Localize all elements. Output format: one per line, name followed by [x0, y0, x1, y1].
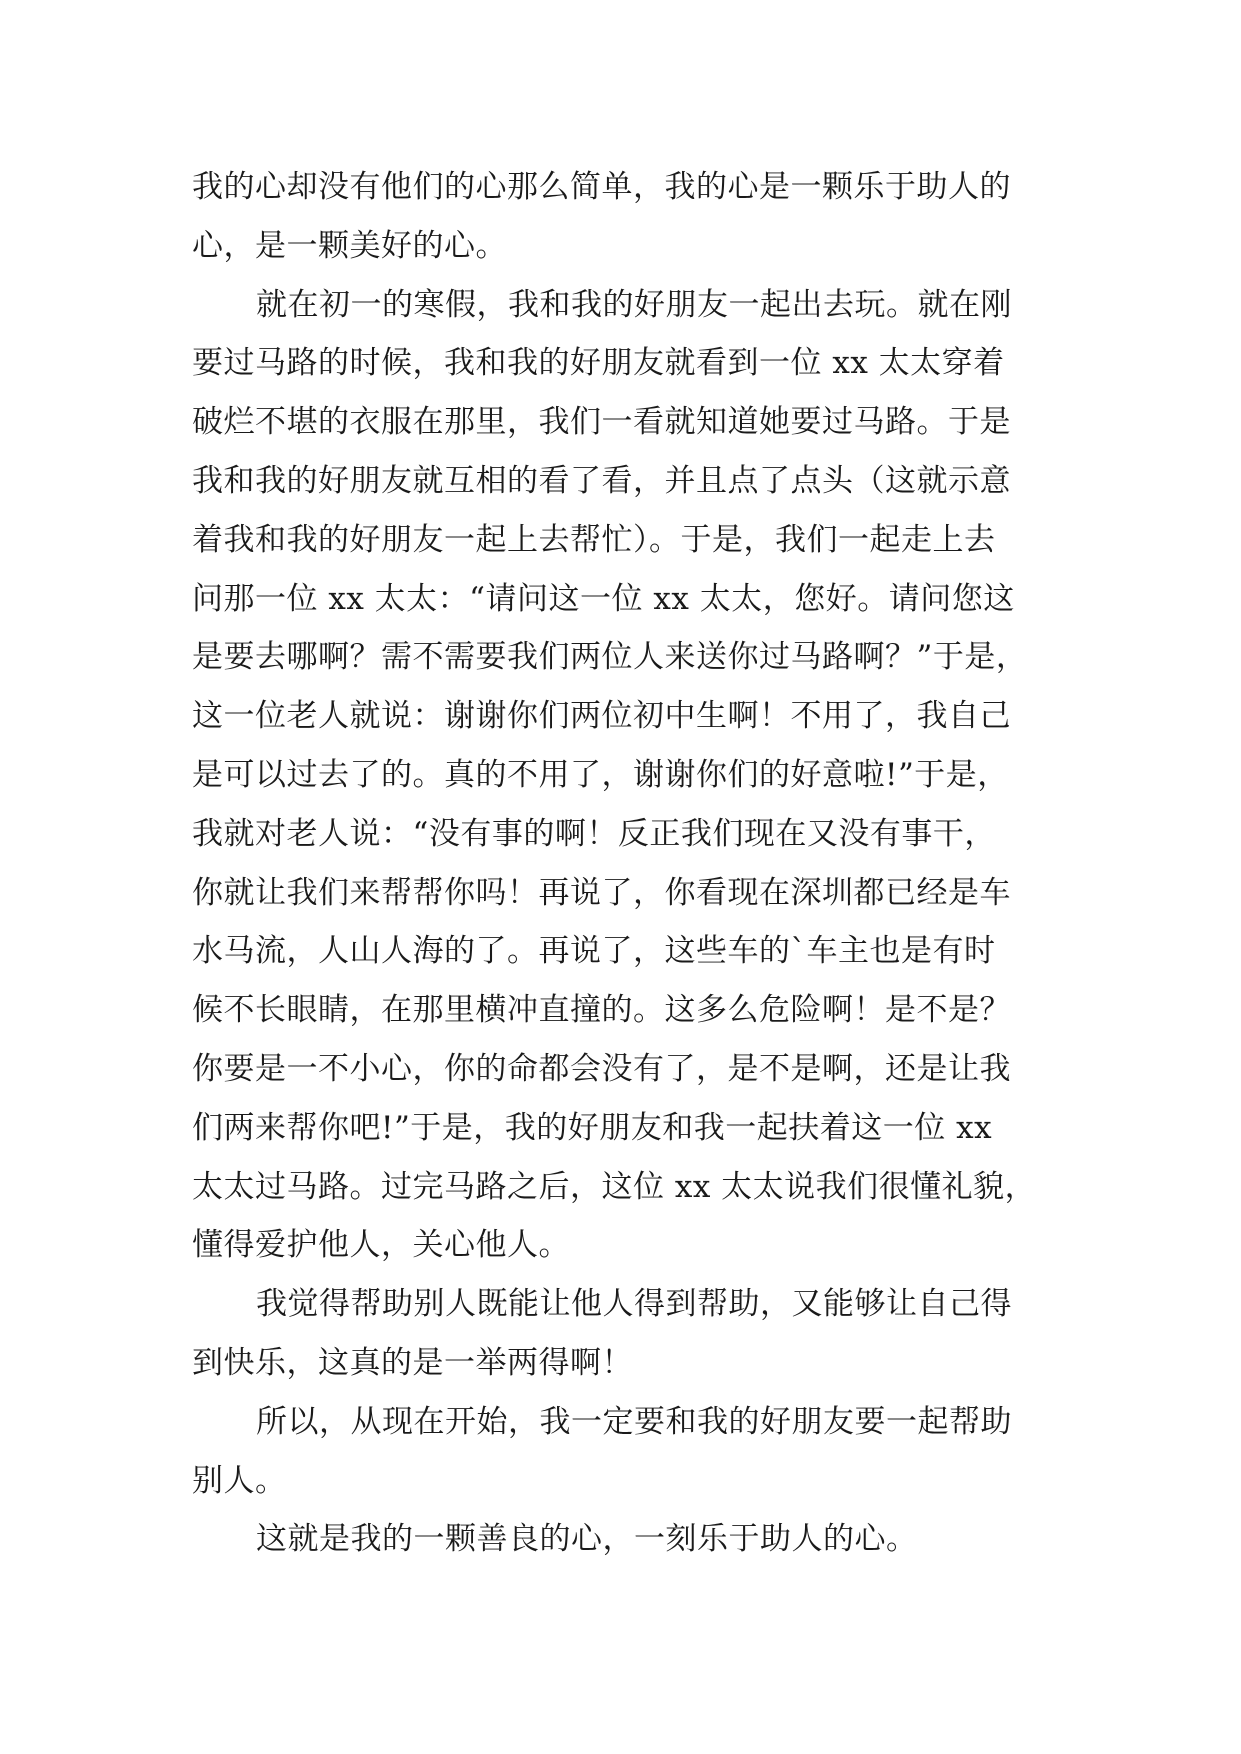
text-line: 这就是我的一颗善良的心，一刻乐于助人的心。: [256, 1521, 918, 1558]
text-line: 我和我的好朋友就互相的看了看，并且点了点头（这就示意: [192, 462, 1011, 499]
text-line: 问那一位 xx 太太：“请问这一位 xx 太太，您好。请问您这: [192, 580, 1015, 617]
text-line: 水马流，人山人海的了。再说了，这些车的`车主也是有时: [192, 933, 996, 970]
text-line: 我的心却没有他们的心那么简单，我的心是一颗乐于助人的: [192, 169, 1011, 205]
text-line: 这一位老人就说：谢谢你们两位初中生啊！不用了，我自己: [192, 698, 1011, 735]
text-line: 你就让我们来帮帮你吗！再说了，你看现在深圳都已经是车: [192, 874, 1011, 911]
text-line: 太太过马路。过完马路之后，这位 xx 太太说我们很懂礼貌，: [192, 1168, 1037, 1205]
text-line: 着我和我的好朋友一起上去帮忙）。于是，我们一起走上去: [192, 521, 996, 558]
text-line: 是要去哪啊？需不需要我们两位人来送你过马路啊？”于是，: [192, 639, 1028, 676]
text-line: 你要是一不小心，你的命都会没有了，是不是啊，还是让我: [192, 1050, 1011, 1087]
text-line: 们两来帮你吧!”于是，我的好朋友和我一起扶着这一位 xx: [192, 1109, 993, 1146]
text-line: 就在初一的寒假，我和我的好朋友一起出去玩。就在刚: [256, 286, 1012, 323]
text-line: 是可以过去了的。真的不用了，谢谢你们的好意啦!”于是，: [192, 756, 1009, 793]
text-line: 我觉得帮助别人既能让他人得到帮助，又能够让自己得: [256, 1286, 1012, 1323]
text-line: 候不长眼睛，在那里横冲直撞的。这多么危险啊！是不是？: [192, 992, 1011, 1029]
text-line: 到快乐，这真的是一举两得啊！: [192, 1344, 633, 1381]
text-line: 我就对老人说：“没有事的啊！反正我们现在又没有事干，: [192, 815, 996, 852]
text-line: 别人。: [192, 1462, 287, 1499]
text-line: 懂得爱护他人，关心他人。: [192, 1227, 570, 1264]
text-line: 所以，从现在开始，我一定要和我的好朋友要一起帮助: [256, 1403, 1012, 1440]
document-body: [192, 158, 1052, 1569]
text-line: 心，是一颗美好的心。: [192, 227, 507, 264]
text-line: 破烂不堪的衣服在那里，我们一看就知道她要过马路。于是: [192, 404, 1011, 441]
text-line: 要过马路的时候，我和我的好朋友就看到一位 xx 太太穿着: [192, 345, 1005, 382]
